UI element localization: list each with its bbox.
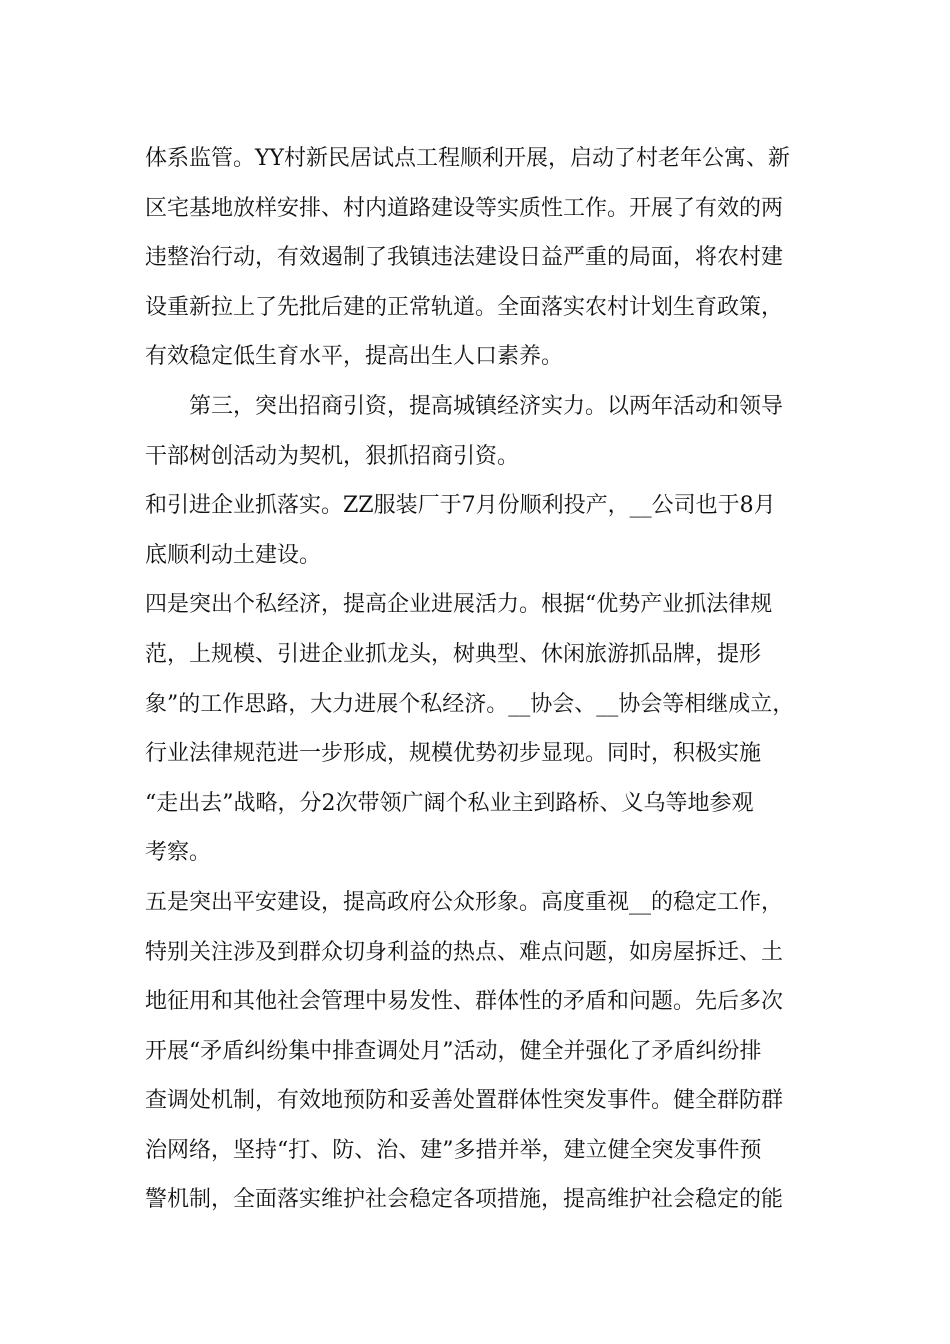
text-line: 象”的工作思路，大力进展个私经济。__协会、__协会等相继成立， — [145, 691, 795, 717]
text-line: 五是突出平安建设，提高政府公众形象。高度重视__的稳定工作， — [145, 889, 784, 915]
text-line: 地征用和其他社会管理中易发性、群体性的矛盾和问题。先后多次 — [145, 989, 784, 1015]
text-line: 查调处机制，有效地预防和妥善处置群体性突发事件。健全群防群 — [145, 1088, 784, 1114]
body-text — [145, 134, 825, 1225]
text-line: 区宅基地放样安排、村内道路建设等实质性工作。开展了有效的两 — [145, 195, 784, 221]
text-line: 设重新拉上了先批后建的正常轨道。全面落实农村计划生育政策， — [145, 294, 784, 320]
text-line: 特别关注涉及到群众切身利益的热点、难点问题，如房屋拆迁、土 — [145, 939, 784, 965]
text-line: 范，上规模、引进企业抓龙头，树典型、休闲旅游抓品牌，提形 — [145, 641, 762, 667]
text-line: 开展“矛盾纠纷集中排查调处月”活动，健全并强化了矛盾纠纷排 — [145, 1038, 762, 1064]
text-line: 警机制，全面落实维护社会稳定各项措施，提高维护社会稳定的能 — [145, 1187, 784, 1213]
text-line: 违整治行动，有效遏制了我镇违法建设日益严重的局面，将农村建 — [145, 245, 784, 271]
text-line: 有效稳定低生育水平，提高出生人口素养。 — [145, 344, 564, 370]
text-line: 治网络，坚持“打、防、治、建”多措并举，建立健全突发事件预 — [145, 1137, 762, 1163]
text-line: 考察。 — [145, 840, 212, 866]
text-line: 体系监管。YY村新民居试点工程顺利开展，启动了村老年公寓、新 — [145, 146, 791, 171]
text-line: 干部树创活动为契机，狠抓招商引资。 — [145, 443, 520, 469]
text-line: 底顺利动土建设。 — [145, 542, 322, 568]
text-line: “走出去”战略，分2次带领广阔个私业主到路桥、义乌等地参观 — [145, 790, 754, 816]
text-line: 第三，突出招商引资，提高城镇经济实力。以两年活动和领导 — [189, 393, 784, 419]
text-line: 四是突出个私经济，提高企业进展活力。根据“优势产业抓法律规 — [145, 592, 773, 618]
text-line: 和引进企业抓落实。ZZ服装厂于7月份顺利投产，__公司也于8月 — [145, 493, 776, 519]
text-line: 行业法律规范进一步形成，规模优势初步显现。同时，积极实施 — [145, 741, 762, 767]
